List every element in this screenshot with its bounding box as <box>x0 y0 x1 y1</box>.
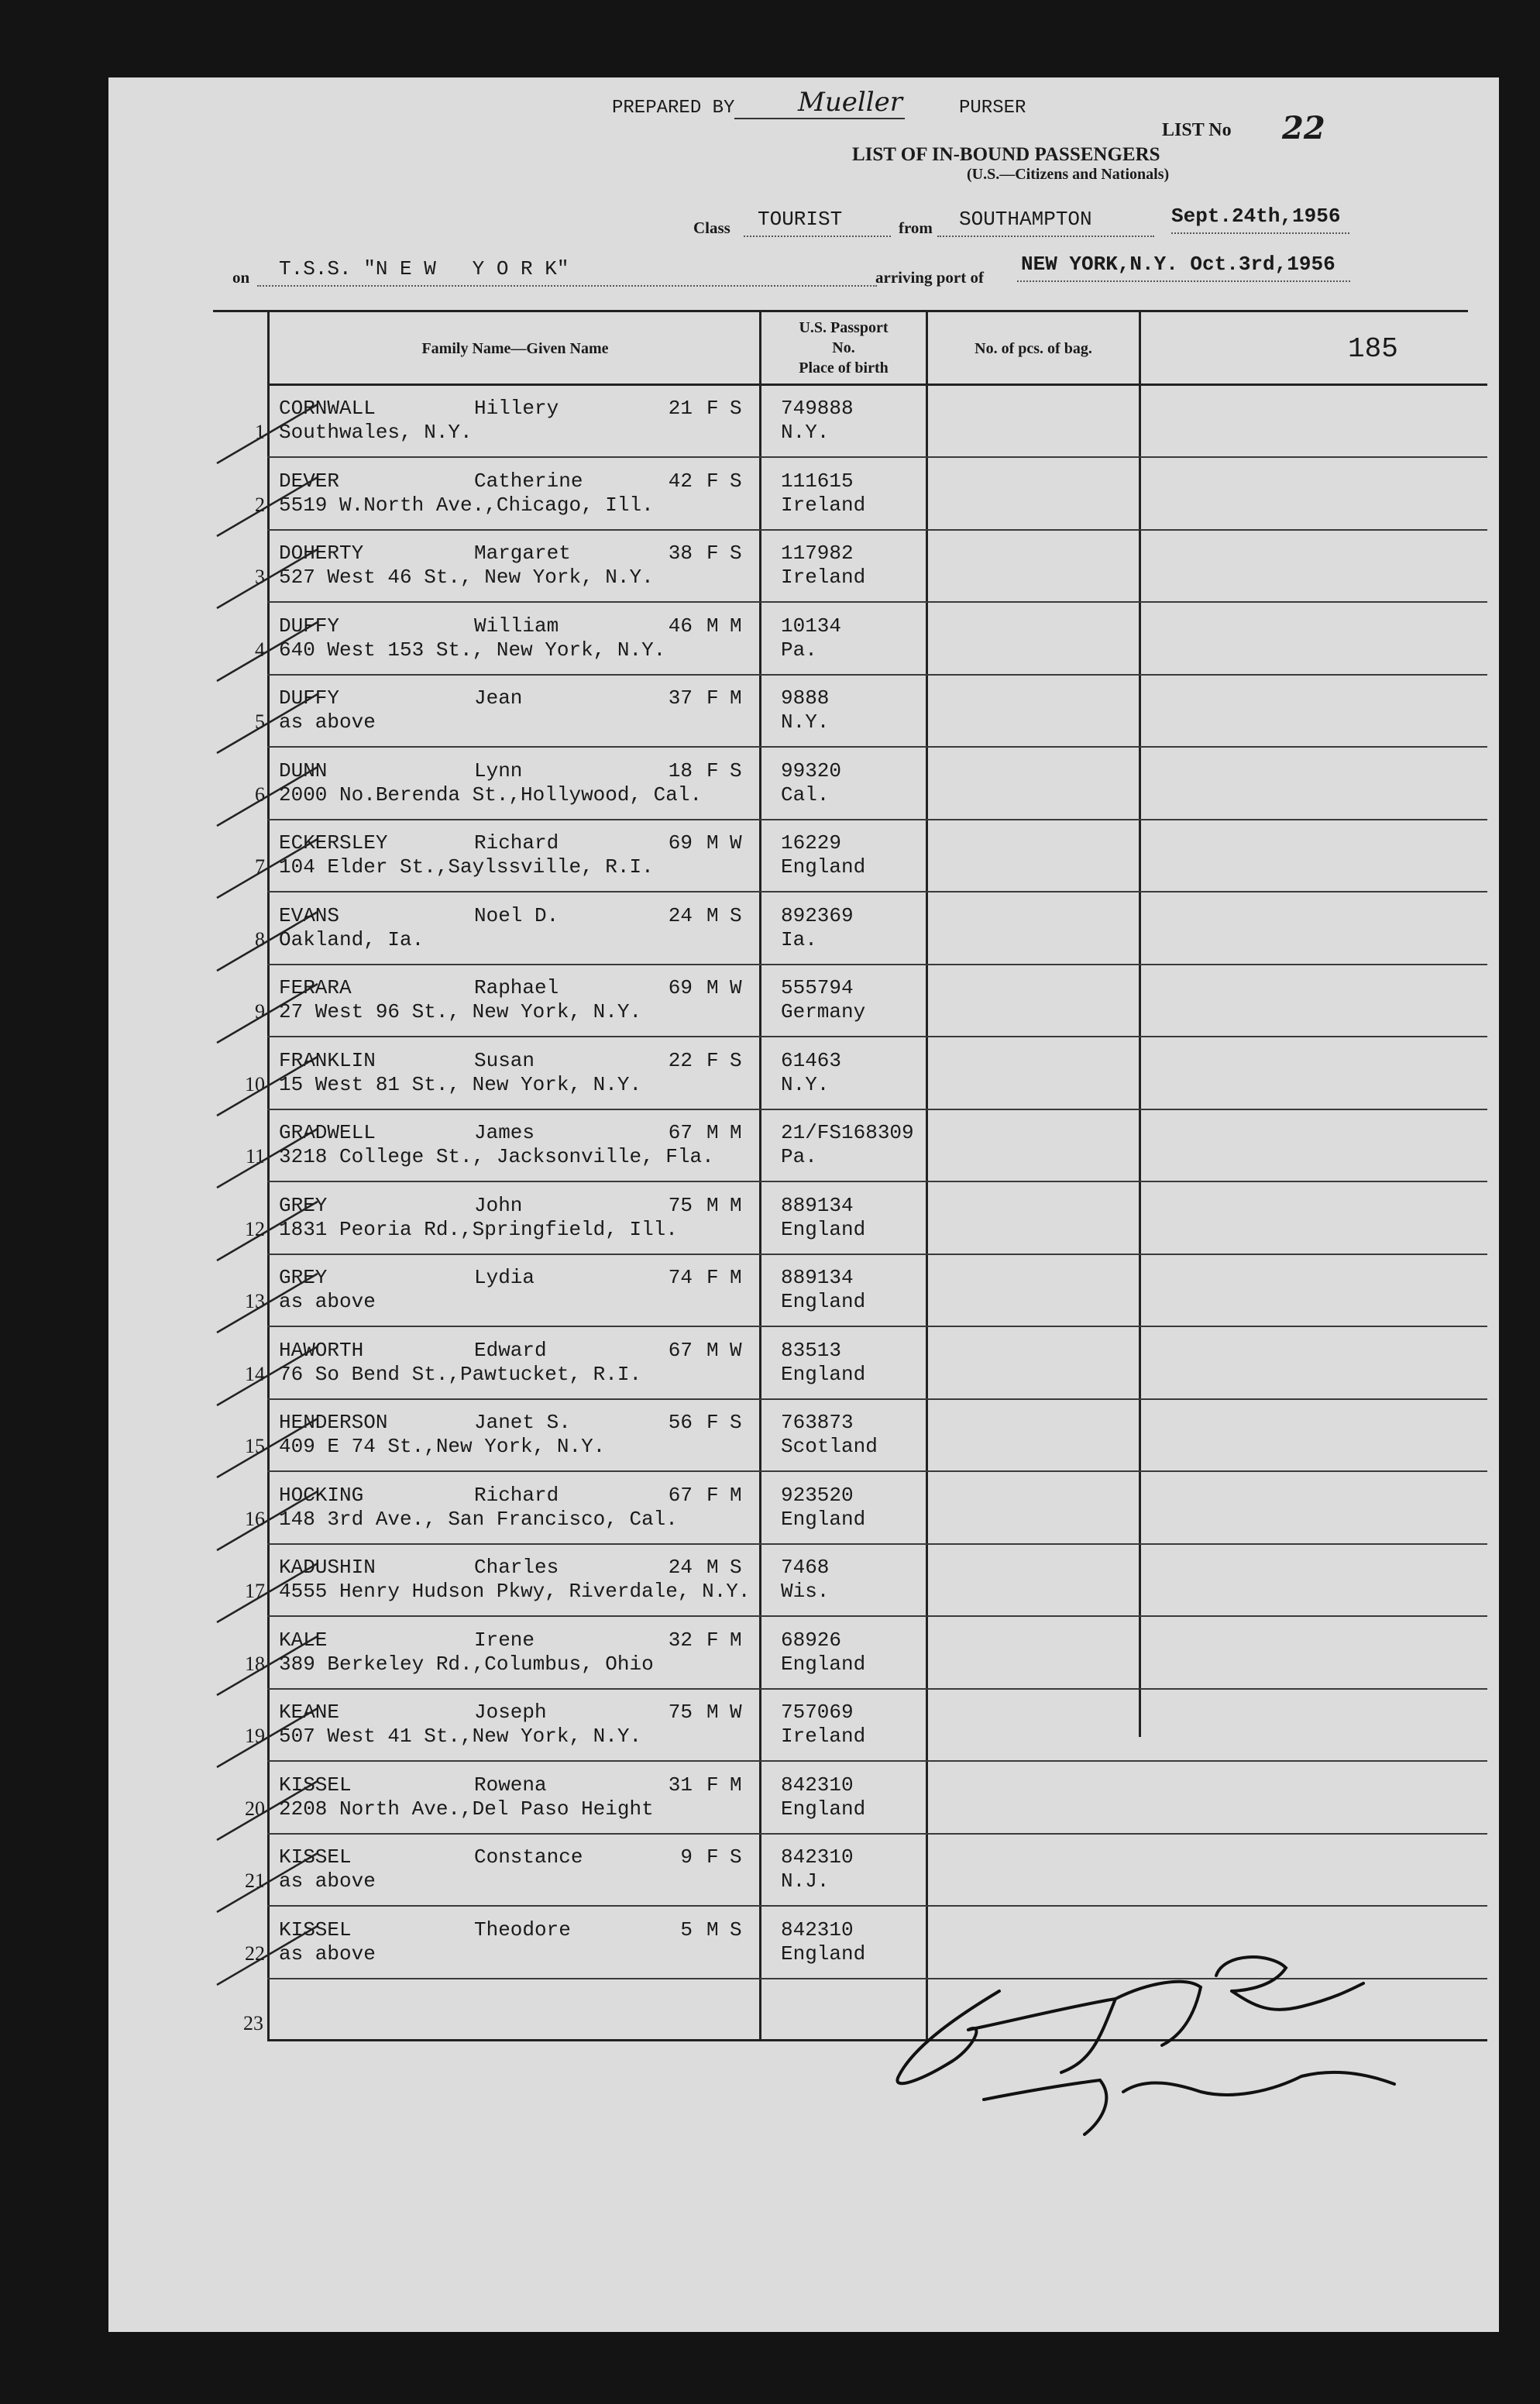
from-value: SOUTHAMPTON <box>959 208 1092 231</box>
age: 75 <box>668 1701 693 1724</box>
place-of-birth: Ia. <box>781 927 817 951</box>
age: 9 <box>680 1845 693 1869</box>
date-dots <box>1171 232 1349 234</box>
place-of-birth: Pa. <box>781 638 817 662</box>
address: as above <box>279 710 376 734</box>
passport-number: 889134 <box>781 1266 854 1289</box>
family-name: GRADWELL <box>279 1121 376 1144</box>
passenger-row <box>108 1255 1499 1327</box>
given-name: Catherine <box>474 469 583 493</box>
passport-number: 555794 <box>781 976 854 999</box>
family-name: KISSEL <box>279 1773 352 1797</box>
place-of-birth: England <box>781 1507 866 1531</box>
place-of-birth: N.Y. <box>781 710 830 734</box>
row-number-last: 23 <box>243 2012 263 2034</box>
passenger-row <box>108 676 1499 748</box>
row-number: 9 <box>255 1000 265 1023</box>
marital-status: M <box>730 1266 742 1289</box>
passport-number: 111615 <box>781 469 854 493</box>
row-number: 11 <box>245 1145 265 1168</box>
table-top-rule <box>213 310 1468 312</box>
passport-number: 923520 <box>781 1483 854 1507</box>
passport-number: 842310 <box>781 1845 854 1869</box>
sex: F <box>706 1048 719 1072</box>
family-name: DOHERTY <box>279 542 364 565</box>
col-header-bags: No. of pcs. of bag. <box>975 340 1092 357</box>
passport-number: 892369 <box>781 903 854 927</box>
passenger-row <box>108 604 1499 676</box>
family-name: GREY <box>279 1193 328 1217</box>
given-name: Theodore <box>474 1917 571 1941</box>
given-name: Constance <box>474 1845 583 1869</box>
from-dots <box>937 236 1154 237</box>
address: as above <box>279 1290 376 1313</box>
marital-status: M <box>730 1628 742 1652</box>
address: 5519 W.North Ave.,Chicago, Ill. <box>279 493 654 517</box>
col-header-passport-line3: Place of birth <box>799 359 889 377</box>
passenger-row <box>108 531 1499 603</box>
passenger-row <box>108 386 1499 458</box>
row-number: 10 <box>245 1072 265 1095</box>
row-number: 15 <box>245 1435 265 1457</box>
arriving-dots <box>1017 280 1350 282</box>
family-name: FRANKLIN <box>279 1048 376 1072</box>
passport-number: 61463 <box>781 1048 842 1072</box>
sex: F <box>706 1628 719 1652</box>
age: 31 <box>668 1773 693 1797</box>
place-of-birth: Pa. <box>781 1145 817 1168</box>
passenger-row <box>108 1690 1499 1762</box>
col-header-passport <box>761 318 926 378</box>
prepared-by-underline <box>734 118 905 119</box>
passport-number: 10134 <box>781 614 842 638</box>
family-name: CORNWALL <box>279 397 376 420</box>
marital-status: M <box>730 1773 742 1797</box>
address: 1831 Peoria Rd.,Springfield, Ill. <box>279 1217 678 1241</box>
family-name: KISSEL <box>279 1845 352 1869</box>
family-name: DUNN <box>279 758 328 782</box>
page-number: 185 <box>1348 333 1398 365</box>
row-number: 1 <box>255 421 265 443</box>
family-name: DEVER <box>279 469 340 493</box>
marital-status: W <box>730 1701 742 1724</box>
row-number: 19 <box>245 1725 265 1747</box>
family-name: FERARA <box>279 976 352 999</box>
address: 15 West 81 St., New York, N.Y. <box>279 1072 642 1096</box>
sex: M <box>706 903 719 927</box>
place-of-birth: Ireland <box>781 566 866 589</box>
family-name: HENDERSON <box>279 1411 388 1434</box>
given-name: Hillery <box>474 397 559 420</box>
family-name: KALE <box>279 1628 328 1652</box>
row-number: 21 <box>245 1869 265 1892</box>
marital-status: M <box>730 1193 742 1217</box>
row-number: 20 <box>245 1797 265 1820</box>
address: 4555 Henry Hudson Pkwy, Riverdale, N.Y. <box>279 1580 751 1603</box>
place-of-birth: England <box>781 1797 866 1821</box>
sex: M <box>706 1121 719 1144</box>
row-number: 4 <box>255 638 265 661</box>
row-number: 2 <box>255 493 265 516</box>
address: 507 West 41 St.,New York, N.Y. <box>279 1725 642 1748</box>
sex: F <box>706 1773 719 1797</box>
address: 76 So Bend St.,Pawtucket, R.I. <box>279 1362 642 1386</box>
address: 2208 North Ave.,Del Paso Height <box>279 1797 654 1821</box>
place-of-birth: England <box>781 1941 866 1966</box>
col-header-passport-line2: No. <box>832 339 855 356</box>
row-number: 17 <box>245 1580 265 1602</box>
passenger-row <box>108 1400 1499 1472</box>
row-number: 3 <box>255 566 265 588</box>
family-name: HOCKING <box>279 1483 364 1507</box>
given-name: Janet S. <box>474 1411 571 1434</box>
given-name: Joseph <box>474 1701 547 1724</box>
family-name: KADUSHIN <box>279 1556 376 1579</box>
family-name: KISSEL <box>279 1917 352 1941</box>
marital-status: W <box>730 831 742 855</box>
col-header-name: Family Name—Given Name <box>421 340 609 357</box>
age: 67 <box>668 1338 693 1362</box>
address: as above <box>279 1941 376 1966</box>
passport-number: 842310 <box>781 1773 854 1797</box>
sex: F <box>706 758 719 782</box>
address: 389 Berkeley Rd.,Columbus, Ohio <box>279 1652 654 1676</box>
age: 24 <box>668 903 693 927</box>
age: 74 <box>668 1266 693 1289</box>
passenger-row <box>108 748 1499 820</box>
address: 640 West 153 St., New York, N.Y. <box>279 638 666 662</box>
marital-status: S <box>730 1411 742 1434</box>
passenger-row <box>108 459 1499 531</box>
passport-number: 749888 <box>781 397 854 420</box>
sex: M <box>706 614 719 638</box>
given-name: James <box>474 1121 535 1144</box>
arriving-value: NEW YORK,N.Y. Oct.3rd,1956 <box>1021 253 1335 276</box>
passenger-row <box>108 965 1499 1037</box>
age: 56 <box>668 1411 693 1434</box>
given-name: Edward <box>474 1338 547 1362</box>
list-subtitle: (U.S.—Citizens and Nationals) <box>967 166 1170 183</box>
passenger-row <box>108 1473 1499 1545</box>
given-name: Noel D. <box>474 903 559 927</box>
address: Oakland, Ia. <box>279 927 425 951</box>
given-name: Richard <box>474 1483 559 1507</box>
family-name: HAWORTH <box>279 1338 364 1362</box>
family-name: ECKERSLEY <box>279 831 388 855</box>
given-name: Rowena <box>474 1773 547 1797</box>
passenger-row <box>108 1110 1499 1182</box>
purser-label: PURSER <box>959 98 1026 119</box>
row-number: 16 <box>245 1507 265 1530</box>
place-of-birth: England <box>781 1290 866 1313</box>
place-of-birth: England <box>781 1652 866 1676</box>
sex: M <box>706 831 719 855</box>
age: 21 <box>668 397 693 420</box>
age: 38 <box>668 542 693 565</box>
sex: F <box>706 1483 719 1507</box>
address: 3218 College St., Jacksonville, Fla. <box>279 1145 714 1168</box>
marital-status: S <box>730 469 742 493</box>
list-no-value: 22 <box>1282 110 1325 146</box>
passport-number: 842310 <box>781 1917 854 1941</box>
prepared-by-name: Mueller <box>798 87 902 118</box>
age: 67 <box>668 1483 693 1507</box>
passport-number: 117982 <box>781 542 854 565</box>
sex: F <box>706 397 719 420</box>
age: 22 <box>668 1048 693 1072</box>
place-of-birth: Ireland <box>781 1725 866 1748</box>
address: 104 Elder St.,Saylssville, R.I. <box>279 855 654 879</box>
row-number: 18 <box>245 1652 265 1675</box>
marital-status: S <box>730 758 742 782</box>
sex: F <box>706 1845 719 1869</box>
class-dots <box>744 236 891 237</box>
sex: M <box>706 1193 719 1217</box>
manifest-sheet <box>108 77 1499 2332</box>
family-name: DUFFY <box>279 614 340 638</box>
given-name: Raphael <box>474 976 559 999</box>
passport-number: 16229 <box>781 831 842 855</box>
passenger-row <box>108 1835 1499 1907</box>
sex: F <box>706 542 719 565</box>
passport-number: 83513 <box>781 1338 842 1362</box>
passenger-row <box>108 1328 1499 1400</box>
address: as above <box>279 1869 376 1893</box>
passport-number: 757069 <box>781 1701 854 1724</box>
place-of-birth: England <box>781 1362 866 1386</box>
sex: F <box>706 1266 719 1289</box>
passenger-row <box>108 1545 1499 1617</box>
place-of-birth: N.Y. <box>781 1072 830 1096</box>
age: 69 <box>668 831 693 855</box>
departure-date: Sept.24th,1956 <box>1171 205 1341 228</box>
given-name: Irene <box>474 1628 535 1652</box>
purser-signature <box>868 1945 1472 2192</box>
ship-dots <box>257 285 877 287</box>
sex: M <box>706 976 719 999</box>
place-of-birth: N.Y. <box>781 421 830 444</box>
passport-number: 99320 <box>781 758 842 782</box>
age: 24 <box>668 1556 693 1579</box>
passport-number: 21/FS168309 <box>781 1121 914 1144</box>
marital-status: S <box>730 1556 742 1579</box>
place-of-birth: Ireland <box>781 493 866 517</box>
marital-status: M <box>730 1483 742 1507</box>
marital-status: S <box>730 1048 742 1072</box>
address: 2000 No.Berenda St.,Hollywood, Cal. <box>279 782 703 806</box>
sex: M <box>706 1338 719 1362</box>
passport-number: 68926 <box>781 1628 842 1652</box>
list-title: LIST OF IN-BOUND PASSENGERS <box>852 144 1160 165</box>
passport-number: 9888 <box>781 686 830 710</box>
family-name: EVANS <box>279 903 340 927</box>
place-of-birth: Cal. <box>781 782 830 806</box>
marital-status: M <box>730 1121 742 1144</box>
sex: F <box>706 1411 719 1434</box>
row-number: 13 <box>245 1290 265 1312</box>
place-of-birth: Wis. <box>781 1580 830 1603</box>
on-label: on <box>232 268 250 287</box>
marital-status: W <box>730 1338 742 1362</box>
age: 5 <box>680 1917 693 1941</box>
given-name: William <box>474 614 559 638</box>
address: Southwales, N.Y. <box>279 421 473 444</box>
sex: F <box>706 686 719 710</box>
given-name: Richard <box>474 831 559 855</box>
age: 46 <box>668 614 693 638</box>
arriving-label: arriving port of <box>875 268 984 287</box>
passenger-row <box>108 1618 1499 1690</box>
address: 409 E 74 St.,New York, N.Y. <box>279 1435 606 1458</box>
sex: M <box>706 1556 719 1579</box>
address: 27 West 96 St., New York, N.Y. <box>279 1000 642 1023</box>
age: 18 <box>668 758 693 782</box>
sex: F <box>706 469 719 493</box>
ship-name: T.S.S. "N E W Y O R K" <box>279 257 569 280</box>
prepared-by-label: PREPARED BY <box>612 98 735 119</box>
address: 527 West 46 St., New York, N.Y. <box>279 566 654 589</box>
given-name: Susan <box>474 1048 535 1072</box>
given-name: Lynn <box>474 758 523 782</box>
sex: M <box>706 1701 719 1724</box>
place-of-birth: N.J. <box>781 1869 830 1893</box>
row-number: 22 <box>245 1941 265 1965</box>
marital-status: S <box>730 1917 742 1941</box>
given-name: Charles <box>474 1556 559 1579</box>
age: 69 <box>668 976 693 999</box>
row-number: 12 <box>245 1217 265 1240</box>
row-number: 5 <box>255 710 265 733</box>
col-header-passport-line1: U.S. Passport <box>799 319 889 336</box>
age: 67 <box>668 1121 693 1144</box>
passenger-row <box>108 1183 1499 1255</box>
list-no-label: LIST No <box>1162 120 1232 140</box>
family-name: GREY <box>279 1266 328 1289</box>
marital-status: S <box>730 397 742 420</box>
given-name: John <box>474 1193 523 1217</box>
given-name: Lydia <box>474 1266 535 1289</box>
given-name: Margaret <box>474 542 571 565</box>
row-number: 7 <box>255 855 265 878</box>
passport-number: 763873 <box>781 1411 854 1434</box>
family-name: KEANE <box>279 1701 340 1724</box>
passenger-row <box>108 1763 1499 1835</box>
age: 37 <box>668 686 693 710</box>
row-number: 8 <box>255 927 265 951</box>
place-of-birth: England <box>781 855 866 879</box>
passport-number: 889134 <box>781 1193 854 1217</box>
class-label: Class <box>693 218 730 237</box>
row-number: 6 <box>255 782 265 806</box>
class-value: TOURIST <box>758 208 843 231</box>
passenger-row <box>108 820 1499 892</box>
marital-status: S <box>730 903 742 927</box>
marital-status: S <box>730 542 742 565</box>
given-name: Jean <box>474 686 523 710</box>
marital-status: S <box>730 1845 742 1869</box>
row-number: 14 <box>245 1362 265 1385</box>
passenger-row <box>108 893 1499 965</box>
family-name: DUFFY <box>279 686 340 710</box>
passenger-row <box>108 1038 1499 1110</box>
age: 32 <box>668 1628 693 1652</box>
passport-number: 7468 <box>781 1556 830 1579</box>
place-of-birth: Scotland <box>781 1435 878 1458</box>
place-of-birth: England <box>781 1217 866 1241</box>
sex: M <box>706 1917 719 1941</box>
marital-status: M <box>730 614 742 638</box>
marital-status: M <box>730 686 742 710</box>
age: 75 <box>668 1193 693 1217</box>
address: 148 3rd Ave., San Francisco, Cal. <box>279 1507 678 1531</box>
place-of-birth: Germany <box>781 1000 866 1023</box>
age: 42 <box>668 469 693 493</box>
from-label: from <box>899 218 933 237</box>
marital-status: W <box>730 976 742 999</box>
